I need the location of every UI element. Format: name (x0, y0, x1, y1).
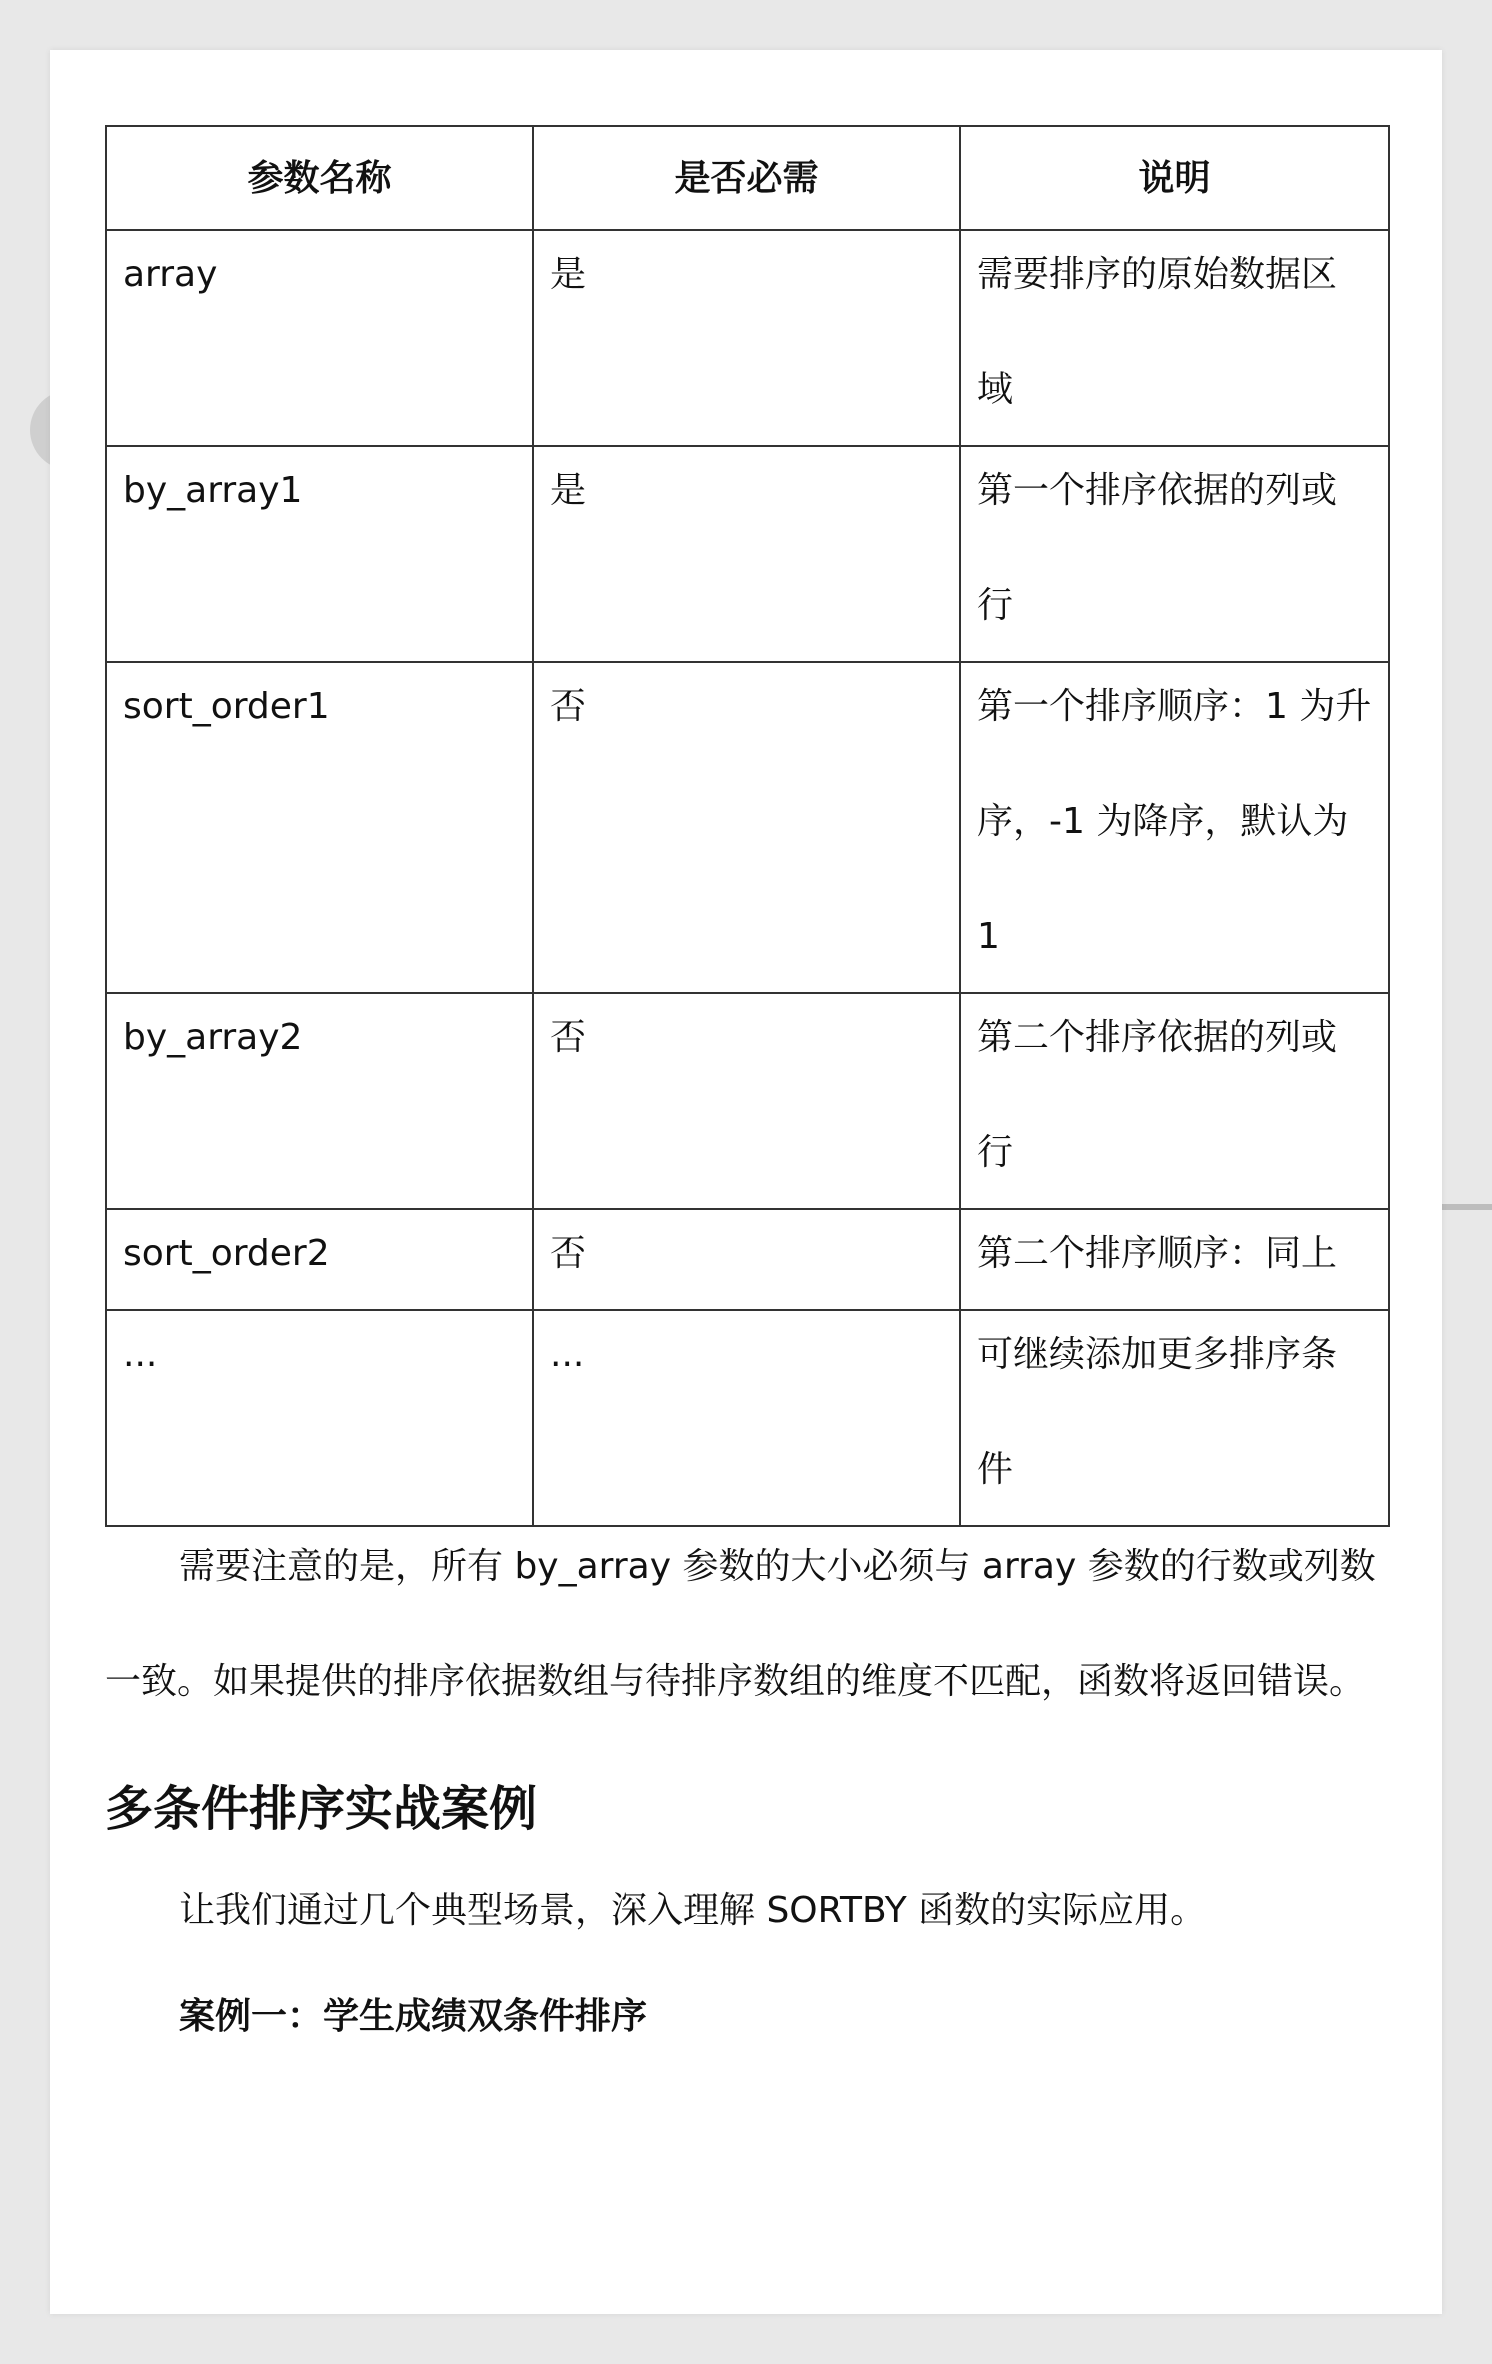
cell-description (960, 230, 1389, 446)
cell-param-name (106, 1310, 533, 1526)
header-description: 说明 (960, 126, 1389, 230)
section-heading: 多条件排序实战案例 (105, 1781, 538, 1837)
cell-text: by_array2 (123, 1017, 303, 1058)
document-page (50, 50, 1442, 2314)
cell-text: 第二个排序依据的列或行 (977, 1017, 1338, 1173)
intro-paragraph: 让我们通过几个典型场景，深入理解 SORTBY 函数的实际应用。 (179, 1890, 1207, 1931)
cell-required (533, 1310, 960, 1526)
cell-description (960, 1209, 1389, 1310)
cell-text: 第二个排序顺序：同上 (977, 1233, 1338, 1274)
cell-text: 第一个排序顺序：1 为升序，-1 为降序，默认为 1 (977, 686, 1372, 957)
cell-text: 否 (550, 686, 587, 727)
cell-param-name (106, 230, 533, 446)
cell-required (533, 446, 960, 662)
cell-description (960, 1310, 1389, 1526)
table-row (106, 1310, 1389, 1526)
cell-required (533, 993, 960, 1209)
table-row (106, 993, 1389, 1209)
cell-required (533, 1209, 960, 1310)
cell-param-name (106, 662, 533, 993)
cell-text: by_array1 (123, 470, 303, 511)
table-row (106, 662, 1389, 993)
note-paragraph: 需要注意的是，所有 by_array 参数的大小必须与 array 参数的行数或列数一致。如果提供的排序依据数组与待排序数组的维度不匹配，函数将返回错误。 (105, 1546, 1376, 1702)
case-title: 案例一：学生成绩双条件排序 (179, 1996, 648, 2037)
table-row (106, 230, 1389, 446)
cell-text: 是 (550, 254, 587, 295)
table-row (106, 446, 1389, 662)
cell-text: 是 (550, 470, 587, 511)
header-required: 是否必需 (533, 126, 960, 230)
cell-text: 否 (550, 1233, 587, 1274)
cell-text: sort_order1 (123, 686, 330, 727)
cell-text: sort_order2 (123, 1233, 330, 1274)
cell-description (960, 993, 1389, 1209)
header-param-name: 参数名称 (106, 126, 533, 230)
cell-text: 可继续添加更多排序条件 (977, 1334, 1338, 1490)
cell-text: ... (550, 1334, 585, 1375)
cell-text: ... (123, 1334, 158, 1375)
cell-text: array (123, 254, 218, 295)
parameter-table (105, 125, 1390, 1527)
cell-required (533, 662, 960, 993)
cell-param-name (106, 993, 533, 1209)
cell-text: 需要排序的原始数据区域 (977, 254, 1338, 410)
cell-param-name (106, 1209, 533, 1310)
cell-required (533, 230, 960, 446)
table-header-row (106, 126, 1389, 230)
cell-text: 否 (550, 1017, 587, 1058)
cell-param-name (106, 446, 533, 662)
cell-description (960, 662, 1389, 993)
document-content (105, 125, 1388, 2049)
cell-text: 第一个排序依据的列或行 (977, 470, 1338, 626)
table-row (106, 1209, 1389, 1310)
cell-description (960, 446, 1389, 662)
